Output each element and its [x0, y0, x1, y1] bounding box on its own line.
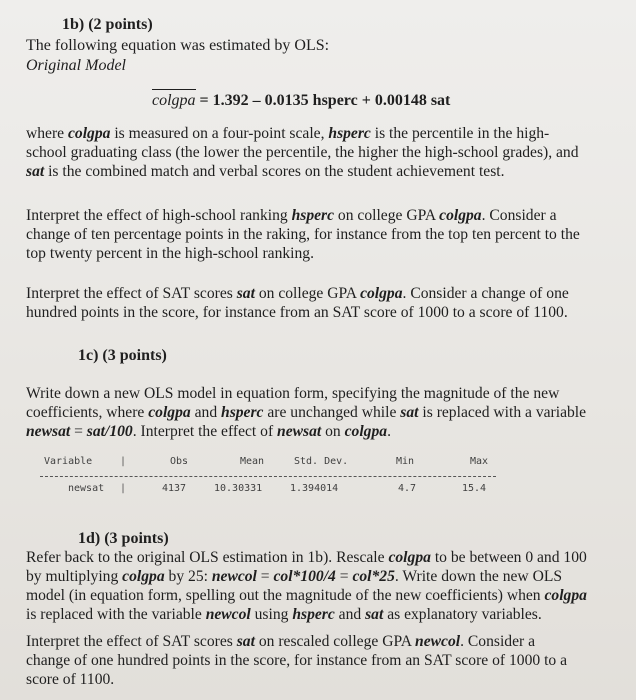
cell-max: 15.4 — [462, 483, 487, 494]
column-divider: | — [120, 483, 127, 494]
newcol-sat-question — [26, 632, 630, 689]
table-separator — [40, 476, 496, 477]
cell-variable: newsat — [68, 483, 105, 494]
original-model-label: Original Model — [26, 57, 126, 74]
text-line: change of ten percentage points in the raking, for instance from the top ten percent to the — [26, 226, 580, 243]
text-line: score of 1100. — [26, 671, 115, 688]
rescale-question — [26, 548, 630, 624]
col-header-max: Max — [470, 456, 489, 467]
text-line: change of one hundred points in the score, for instance from an SAT score of 1000 to a — [26, 652, 568, 669]
equation-rhs: = 1.392 – 0.0135 hsperc + 0.00148 sat — [199, 92, 451, 109]
cell-mean: 10.30331 — [214, 483, 263, 494]
cell-min: 4.7 — [398, 483, 417, 494]
sat-question — [26, 284, 624, 322]
text-line: model (in equation form, spelling out the magnitude of the new coefficients) when colgpa — [26, 587, 587, 604]
col-header-min: Min — [396, 456, 415, 467]
newsat-question — [26, 384, 624, 441]
variable-definitions — [26, 124, 624, 181]
cell-std-dev: 1.394014 — [290, 483, 339, 494]
col-header-mean: Mean — [240, 456, 265, 467]
text-line: Interpret the effect of SAT scores sat on college GPA colgpa. Consider a change of one — [26, 285, 569, 302]
table-row — [40, 483, 600, 499]
heading-1c: 1c) (3 points) — [78, 347, 167, 364]
text-line: hundred points in the score, for instance from an SAT score of 1000 to a score of 1100. — [26, 304, 568, 321]
column-divider: | — [120, 456, 127, 467]
text-line: Interpret the effect of SAT scores sat on rescaled college GPA newcol. Consider a — [26, 633, 536, 650]
text-line: newsat = sat/100. Interpret the effect of newsat on colgpa. — [26, 423, 391, 440]
text-line: Refer back to the original OLS estimation in 1b). Rescale colgpa to be between 0 and 100 — [26, 549, 587, 566]
text-line: where colgpa is measured on a four-point scale, hsperc is the percentile in the high- — [26, 125, 550, 142]
heading-1d: 1d) (3 points) — [78, 530, 169, 547]
col-header-variable: Variable — [44, 456, 93, 467]
heading-1b: 1b) (2 points) — [62, 16, 153, 33]
text-line: is replaced with the variable newcol using hsperc and sat as explanatory variables. — [26, 606, 542, 623]
table-header-row — [40, 456, 600, 472]
hsperc-question — [26, 206, 624, 263]
text-line: school graduating class (the lower the percentile, the higher the high-school grades), and — [26, 144, 579, 161]
summary-statistics-table — [40, 456, 600, 499]
col-header-obs: Obs — [170, 456, 189, 467]
cell-obs: 4137 — [162, 483, 187, 494]
equation-lhs: colgpa — [152, 92, 196, 109]
text-line: by multiplying colgpa by 25: newcol = col*100/4 = col*25. Write down the new OLS — [26, 568, 563, 585]
text-line: coefficients, where colgpa and hsperc are unchanged while sat is replaced with a variable — [26, 404, 587, 421]
text-line: sat is the combined match and verbal scores on the student achievement test. — [26, 163, 505, 180]
text-line: top twenty percent in the high-school ranking. — [26, 245, 314, 262]
ols-intro-text: The following equation was estimated by OLS: — [26, 37, 330, 54]
text-line: Write down a new OLS model in equation form, specifying the magnitude of the new — [26, 385, 560, 402]
col-header-std-dev: Std. Dev. — [294, 456, 349, 467]
text-line: Interpret the effect of high-school ranking hsperc on college GPA colgpa. Consider a — [26, 207, 557, 224]
original-equation — [152, 92, 450, 110]
